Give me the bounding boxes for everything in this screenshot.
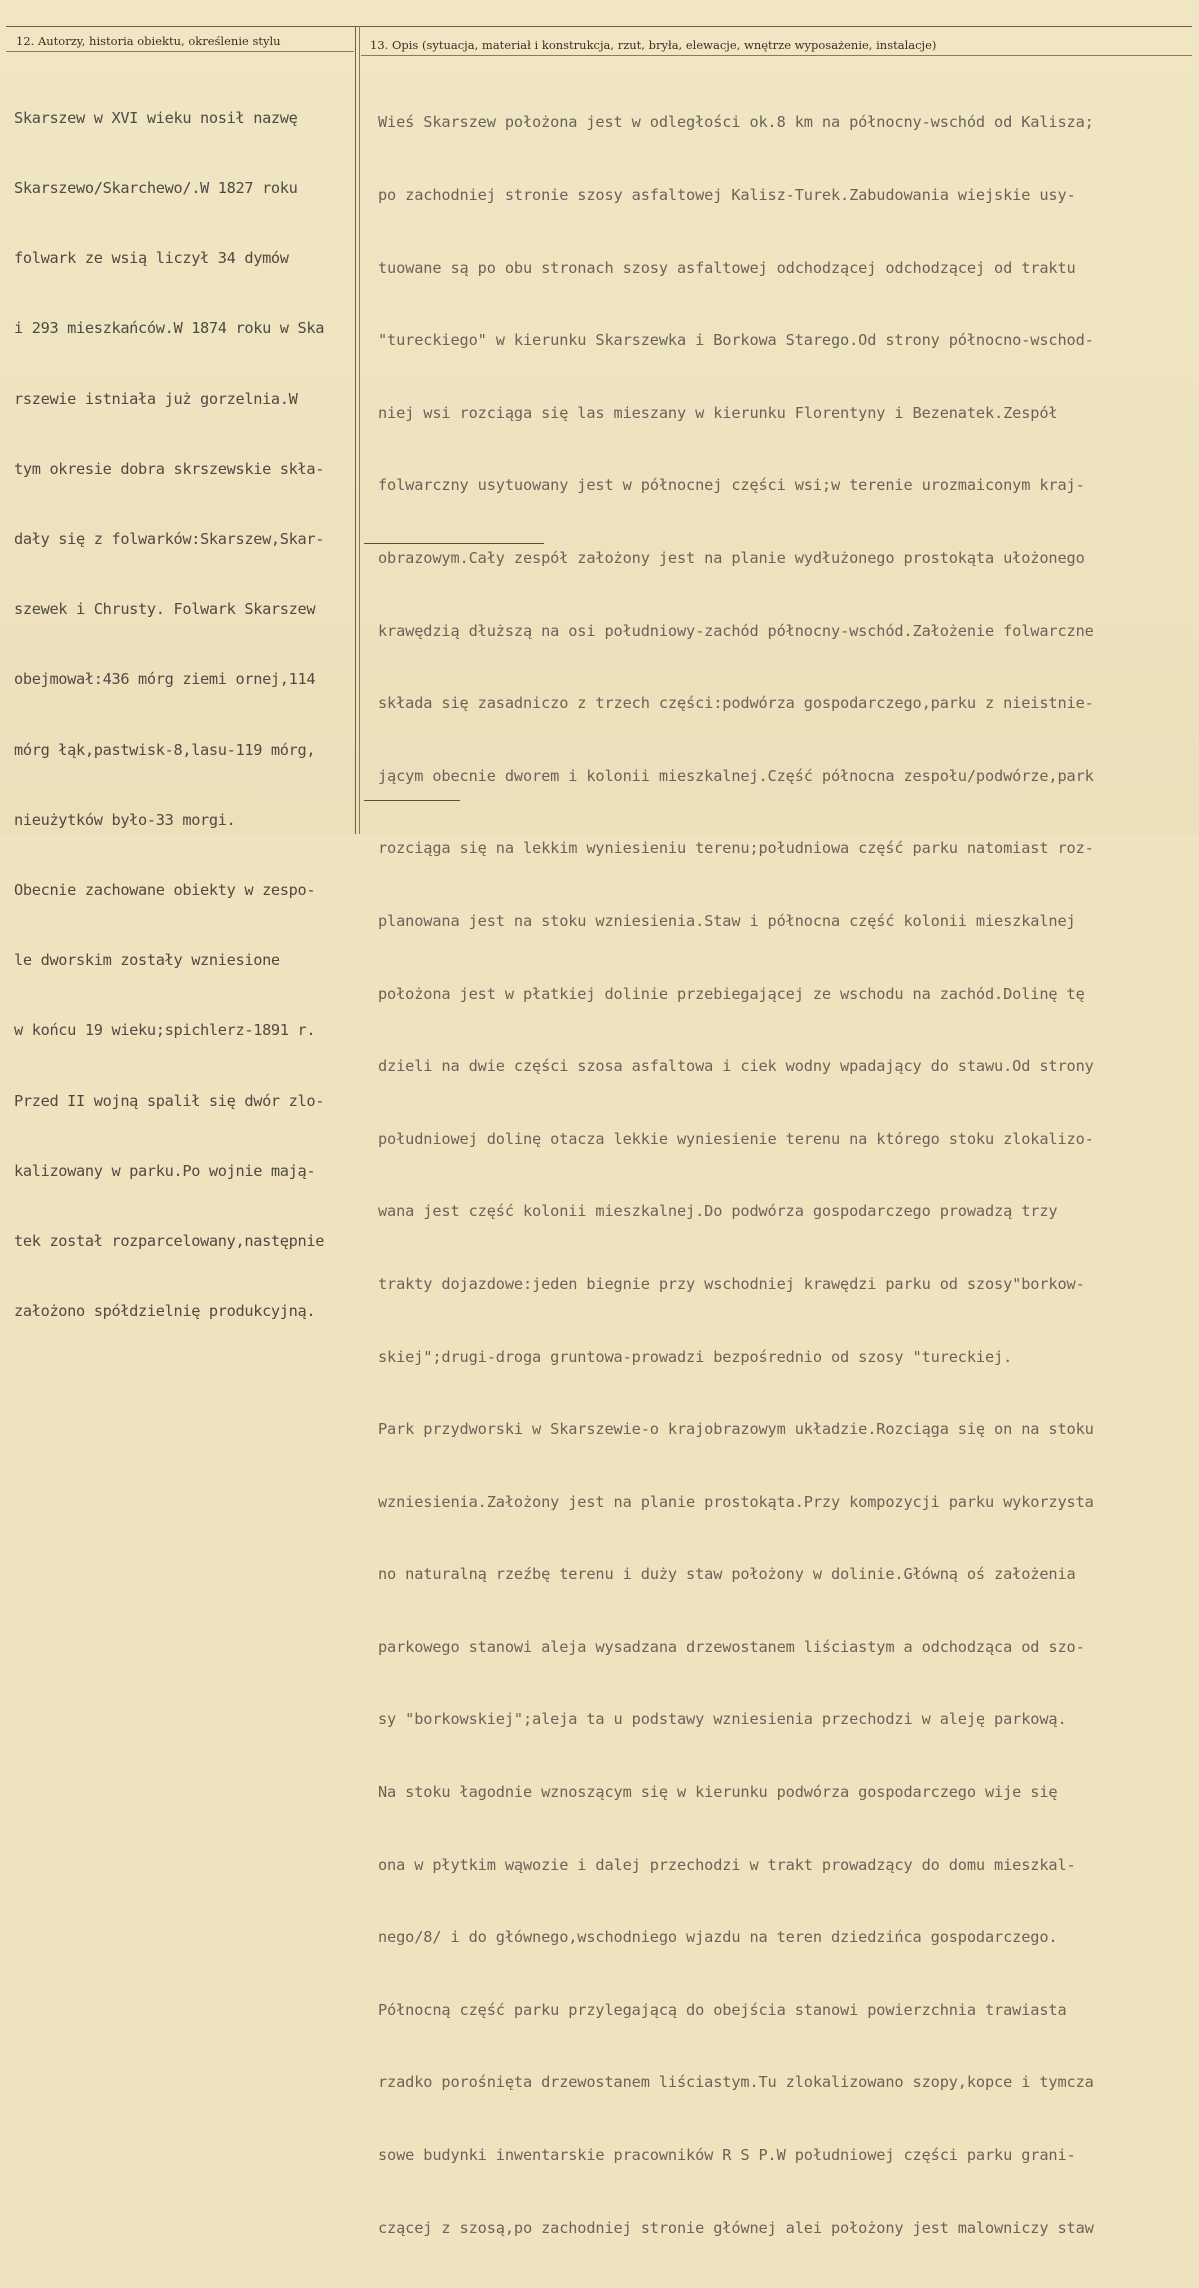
top-rule xyxy=(6,26,1192,27)
text-line: czącej z szosą,po zachodniej stronie głównej alei położony jest malowniczy staw xyxy=(378,2218,1094,2237)
text-line: trakty dojazdowe:jeden biegnie przy wschodniej krawędzi parku od szosy"borkow- xyxy=(378,1274,1085,1293)
text-line: sy "borkowskiej";aleja ta u podstawy wzniesienia przechodzi w aleję parkową. xyxy=(378,1710,1067,1729)
text-line: parkowego stanowi aleja wysadzana drzewostanem liściastym a odchodząca od szo- xyxy=(378,1637,1085,1656)
text-line: Park przydworski w Skarszewie-o krajobrazowym układzie.Rozciąga się on na stoku xyxy=(378,1420,1094,1439)
text-line: Skarszewo/Skarchewo/.W 1827 roku xyxy=(14,179,298,198)
text-line: Skarszew w XVI wieku nosił nazwę xyxy=(14,108,298,127)
column-divider-inner xyxy=(359,26,360,834)
bottom-underline-mark xyxy=(364,800,460,801)
text-line: sowe budynki inwentarskie pracowników R S P.W południowej części parku grani- xyxy=(378,2146,1076,2165)
text-line: w końcu 19 wieku;spichlerz-1891 r. xyxy=(14,1021,316,1040)
text-line: mórg łąk,pastwisk-8,lasu-119 mórg, xyxy=(14,740,316,759)
text-line: rzadko porośnięta drzewostanem liściastym.Tu zlokalizowano szopy,kopce i tymcza xyxy=(378,2073,1094,2092)
text-line: skiej";drugi-droga gruntowa-prowadzi bezpośrednio od szosy "tureckiej. xyxy=(378,1347,1013,1366)
text-line: południowej dolinę otacza lekkie wyniesienie terenu na którego stoku zlokalizo- xyxy=(378,1129,1094,1148)
text-line: nego/8/ i do głównego,wschodniego wjazdu na teren dziedzińca gospodarczego. xyxy=(378,1928,1058,1947)
text-line: folwark ze wsią liczył 34 dymów xyxy=(14,249,289,268)
text-line: le dworskim zostały wzniesione xyxy=(14,951,280,970)
text-line: wana jest część kolonii mieszkalnej.Do podwórza gospodarczego prowadzą trzy xyxy=(378,1202,1058,1221)
text-line: ona w płytkim wąwozie i dalej przechodzi w trakt prowadzący do domu mieszkal- xyxy=(378,1855,1076,1874)
text-line: tek został rozparcelowany,następnie xyxy=(14,1232,325,1251)
text-line: tuowane są po obu stronach szosy asfaltowej odchodzącej odchodzącej od traktu xyxy=(378,258,1076,277)
description-text xyxy=(378,62,1190,2288)
text-line: planowana jest na stoku wzniesienia.Staw i północna część kolonii mieszkalnej xyxy=(378,911,1076,930)
text-line: Północną część parku przylegającą do obejścia stanowi powierzchnia trawiasta xyxy=(378,2000,1067,2019)
park-heading-underline xyxy=(364,543,544,544)
text-line: Wieś Skarszew położona jest w odległości ok.8 km na północny-wschód od Kalisza; xyxy=(378,113,1094,132)
text-line: nieużytków było-33 morgi. xyxy=(14,810,236,829)
text-line: krawędzią dłuższą na osi południowy-zachód północny-wschód.Założenie folwarczne xyxy=(378,621,1094,640)
text-line: obrazowym.Cały zespół założony jest na planie wydłużonego prostokąta ułożonego xyxy=(378,548,1085,567)
text-line: szewek i Chrusty. Folwark Skarszew xyxy=(14,600,316,619)
text-line: założono spółdzielnię produkcyjną. xyxy=(14,1302,316,1321)
text-line: obejmował:436 mórg ziemi ornej,114 xyxy=(14,670,316,689)
text-line: Obecnie zachowane obiekty w zespo- xyxy=(14,881,316,900)
text-line: położona jest w płatkiej dolinie przebiegającej ze wschodu na zachód.Dolinę tę xyxy=(378,984,1085,1003)
text-line: rszewie istniała już gorzelnia.W xyxy=(14,389,298,408)
text-line: tym okresie dobra skrszewskie skła- xyxy=(14,459,325,478)
text-line: rozciąga się na lekkim wyniesieniu terenu;południowa część parku natomiast roz- xyxy=(378,839,1094,858)
text-line: niej wsi rozciąga się las mieszany w kierunku Florentyny i Bezenatek.Zespół xyxy=(378,403,1058,422)
left-header-rule xyxy=(6,51,354,52)
text-line: wzniesienia.Założony jest na planie prostokąta.Przy kompozycji parku wykorzysta xyxy=(378,1492,1094,1511)
text-line: składa się zasadniczo z trzech części:podwórza gospodarczego,parku z nieistnie- xyxy=(378,694,1094,713)
text-line: jącym obecnie dworem i kolonii mieszkalnej.Część północna zespołu/podwórze,park xyxy=(378,766,1094,785)
text-line: dały się z folwarków:Skarszew,Skar- xyxy=(14,530,325,549)
text-line: folwarczny usytuowany jest w północnej części wsi;w terenie urozmaiconym kraj- xyxy=(378,476,1085,495)
section-13-header: 13. Opis (sytuacja, materiał i konstrukcja, rzut, bryła, elewacje, wnętrze wyposażenie, instalacje) xyxy=(370,38,937,52)
history-text xyxy=(14,60,354,1370)
text-line: Na stoku łagodnie wznoszącym się w kierunku podwórza gospodarczego wije się xyxy=(378,1783,1058,1802)
text-line: i 293 mieszkańców.W 1874 roku w Ska xyxy=(14,319,325,338)
text-line: no naturalną rzeźbę terenu i duży staw położony w dolinie.Główną oś założenia xyxy=(378,1565,1076,1584)
text-line: dzieli na dwie części szosa asfaltowa i ciek wodny wpadający do stawu.Od strony xyxy=(378,1057,1094,1076)
text-line: kalizowany w parku.Po wojnie mają- xyxy=(14,1161,316,1180)
text-line: Przed II wojną spalił się dwór zlo- xyxy=(14,1091,325,1110)
right-header-rule xyxy=(361,55,1192,56)
text-line: "tureckiego" w kierunku Skarszewka i Borkowa Starego.Od strony północno-wschod- xyxy=(378,331,1094,350)
column-divider xyxy=(355,26,356,834)
text-line: po zachodniej stronie szosy asfaltowej Kalisz-Turek.Zabudowania wiejskie usy- xyxy=(378,186,1076,204)
section-12-header: 12. Autorzy, historia obiektu, określenie stylu xyxy=(16,34,281,48)
